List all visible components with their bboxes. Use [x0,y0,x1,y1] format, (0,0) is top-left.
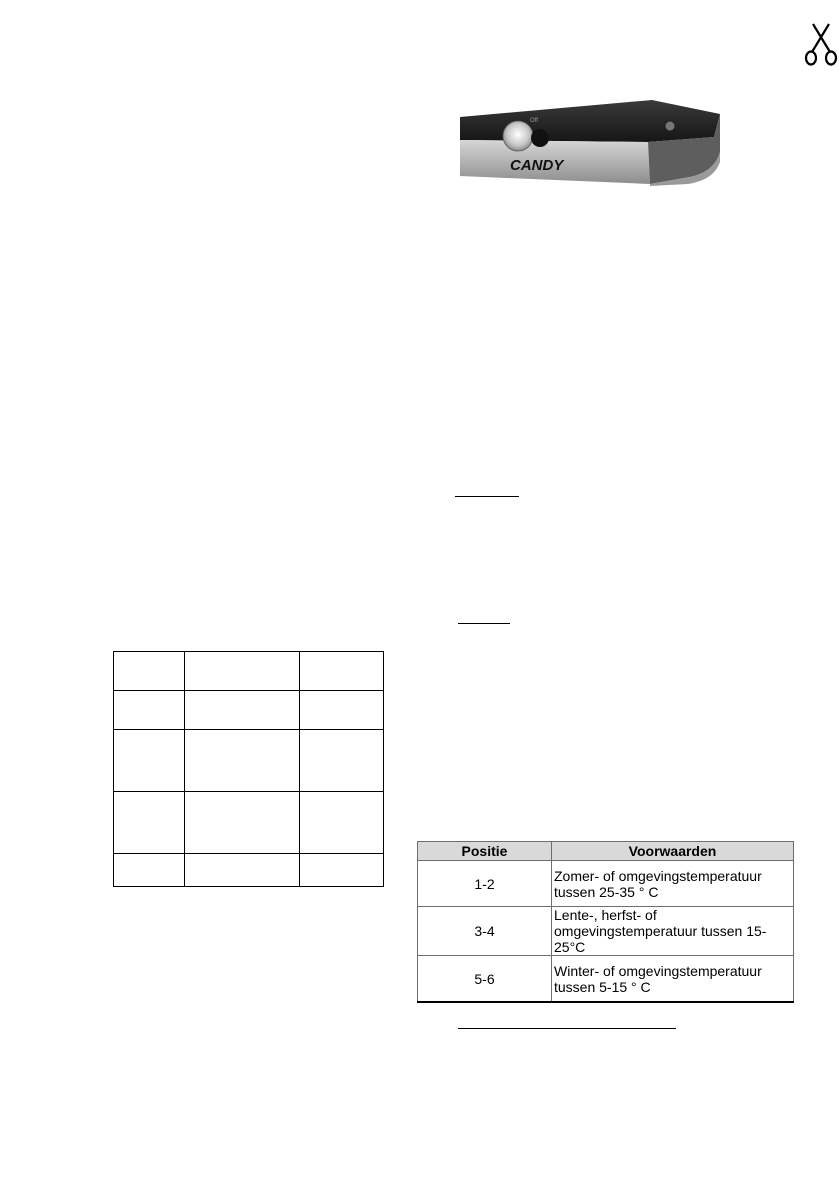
condition-cell [552,907,794,956]
header-voorwaarden: Voorwaarden [552,842,794,861]
condition-line: tussen 5-15 ° C [554,978,651,995]
empty-grid-table [113,651,384,887]
position-conditions-table [417,841,794,1003]
table-row [418,956,794,1003]
underline-mark-1 [455,496,519,497]
underline-mark-2 [458,623,510,624]
position-cell: 1-2 [418,861,552,907]
condition-line: Winter- of omgevingstemperatuur [554,962,762,979]
condition-cell [552,861,794,907]
condition-line: Zomer- of omgevingstemperatuur [554,867,762,884]
position-cell: 3-4 [418,907,552,956]
knob-off-label: Off [530,118,538,124]
brand-logo: CANDY [510,157,564,174]
table-row [418,907,794,956]
position-cell: 5-6 [418,956,552,1003]
table-row [418,861,794,907]
underline-mark-3 [458,1028,676,1029]
condition-line: Lente-, herfst- of [554,907,657,923]
header-positie: Positie [418,842,552,861]
condition-line: omgevingstemperatuur tussen 15-25°C [554,923,767,955]
condition-line: tussen 25-35 ° C [554,883,659,900]
control-panel-image [452,92,722,188]
condition-cell [552,956,794,1003]
scissors-icon [804,22,838,66]
table-header-row [418,842,794,861]
